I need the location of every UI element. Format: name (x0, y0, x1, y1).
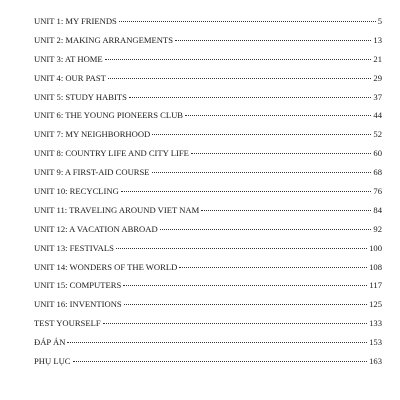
toc-entry (34, 239, 382, 258)
toc-page-number: 44 (373, 110, 382, 121)
toc-entry-title: ĐÁP ÁN (34, 337, 66, 348)
toc-entry (34, 182, 382, 201)
toc-dot-leader (175, 40, 371, 41)
toc-entry-title: UNIT 3: AT HOME (34, 53, 103, 64)
toc-dot-leader (119, 21, 376, 22)
toc-dot-leader (191, 153, 372, 154)
toc-dot-leader (123, 285, 367, 286)
toc-entry (34, 314, 382, 333)
toc-page-number: 68 (373, 167, 382, 178)
toc-page-number: 117 (369, 280, 382, 291)
toc-entry-title: UNIT 4: OUR PAST (34, 72, 106, 83)
toc-dot-leader (67, 342, 367, 343)
toc-page-number: 37 (373, 91, 382, 102)
toc-page-number: 125 (369, 299, 382, 310)
toc-page-number: 84 (373, 204, 382, 215)
toc-dot-leader (105, 59, 372, 60)
toc-entry (34, 50, 382, 69)
toc-page-number: 52 (373, 129, 382, 140)
toc-page-number: 153 (369, 337, 382, 348)
toc-page-number: 133 (369, 318, 382, 329)
toc-entry-title: UNIT 13: FESTIVALS (34, 242, 114, 253)
toc-dot-leader (129, 97, 372, 98)
toc-dot-leader (160, 229, 372, 230)
toc-entry-title: UNIT 7: MY NEIGHBORHOOD (34, 129, 151, 140)
toc-dot-leader (152, 172, 372, 173)
toc-entry-title: UNIT 16: INVENTIONS (34, 299, 122, 310)
toc-page-number: 21 (373, 53, 382, 64)
toc-entry (34, 201, 382, 220)
toc-page-number: 60 (373, 148, 382, 159)
toc-entry-title: UNIT 1: MY FRIENDS (34, 16, 117, 26)
toc-dot-leader (185, 115, 371, 116)
toc-dot-leader (108, 78, 372, 79)
toc-dot-leader (152, 134, 371, 135)
toc-entry-title: UNIT 10: RECYCLING (34, 186, 119, 197)
toc-entry-title: UNIT 5: STUDY HABITS (34, 91, 127, 102)
toc-entry (34, 295, 382, 314)
toc-page-number: 163 (369, 356, 382, 367)
toc-entry (34, 106, 382, 125)
toc-dot-leader (179, 267, 367, 268)
table-of-contents (34, 12, 382, 371)
toc-entry-title: UNIT 14: WONDERS OF THE WORLD (34, 261, 178, 272)
toc-entry-title: UNIT 6: THE YOUNG PIONEERS CLUB (34, 110, 184, 121)
toc-entry (34, 31, 382, 50)
toc-entry (34, 258, 382, 277)
toc-entry-title: UNIT 15: COMPUTERS (34, 280, 122, 291)
toc-dot-leader (73, 361, 368, 362)
toc-page-number: 108 (369, 261, 382, 272)
toc-dot-leader (116, 248, 367, 249)
toc-entry (34, 163, 382, 182)
toc-dot-leader (124, 304, 367, 305)
toc-entry-title: UNIT 9: A FIRST-AID COURSE (34, 167, 150, 178)
toc-entry-title: UNIT 12: A VACATION ABROAD (34, 223, 158, 234)
toc-entry (34, 220, 382, 239)
toc-page-number: 29 (373, 72, 382, 83)
toc-page-number: 13 (373, 34, 382, 45)
toc-entry (34, 276, 382, 295)
toc-entry (34, 125, 382, 144)
toc-page-number: 5 (377, 16, 382, 26)
toc-dot-leader (201, 210, 371, 211)
toc-page-number: 76 (373, 186, 382, 197)
toc-entry-title: UNIT 11: TRAVELING AROUND VIET NAM (34, 204, 200, 215)
toc-entry-title: PHỤ LỤC (34, 356, 71, 367)
toc-entry (34, 12, 382, 31)
toc-entry (34, 69, 382, 88)
toc-entry (34, 333, 382, 352)
toc-entry (34, 88, 382, 107)
toc-page-number: 100 (369, 242, 382, 253)
toc-dot-leader (121, 191, 372, 192)
toc-entry (34, 352, 382, 371)
toc-page-number: 92 (373, 223, 382, 234)
toc-dot-leader (103, 323, 367, 324)
toc-entry-title: UNIT 2: MAKING ARRANGEMENTS (34, 34, 174, 45)
toc-entry (34, 144, 382, 163)
toc-entry-title: TEST YOURSELF (34, 318, 101, 329)
toc-entry-title: UNIT 8: COUNTRY LIFE AND CITY LIFE (34, 148, 189, 159)
